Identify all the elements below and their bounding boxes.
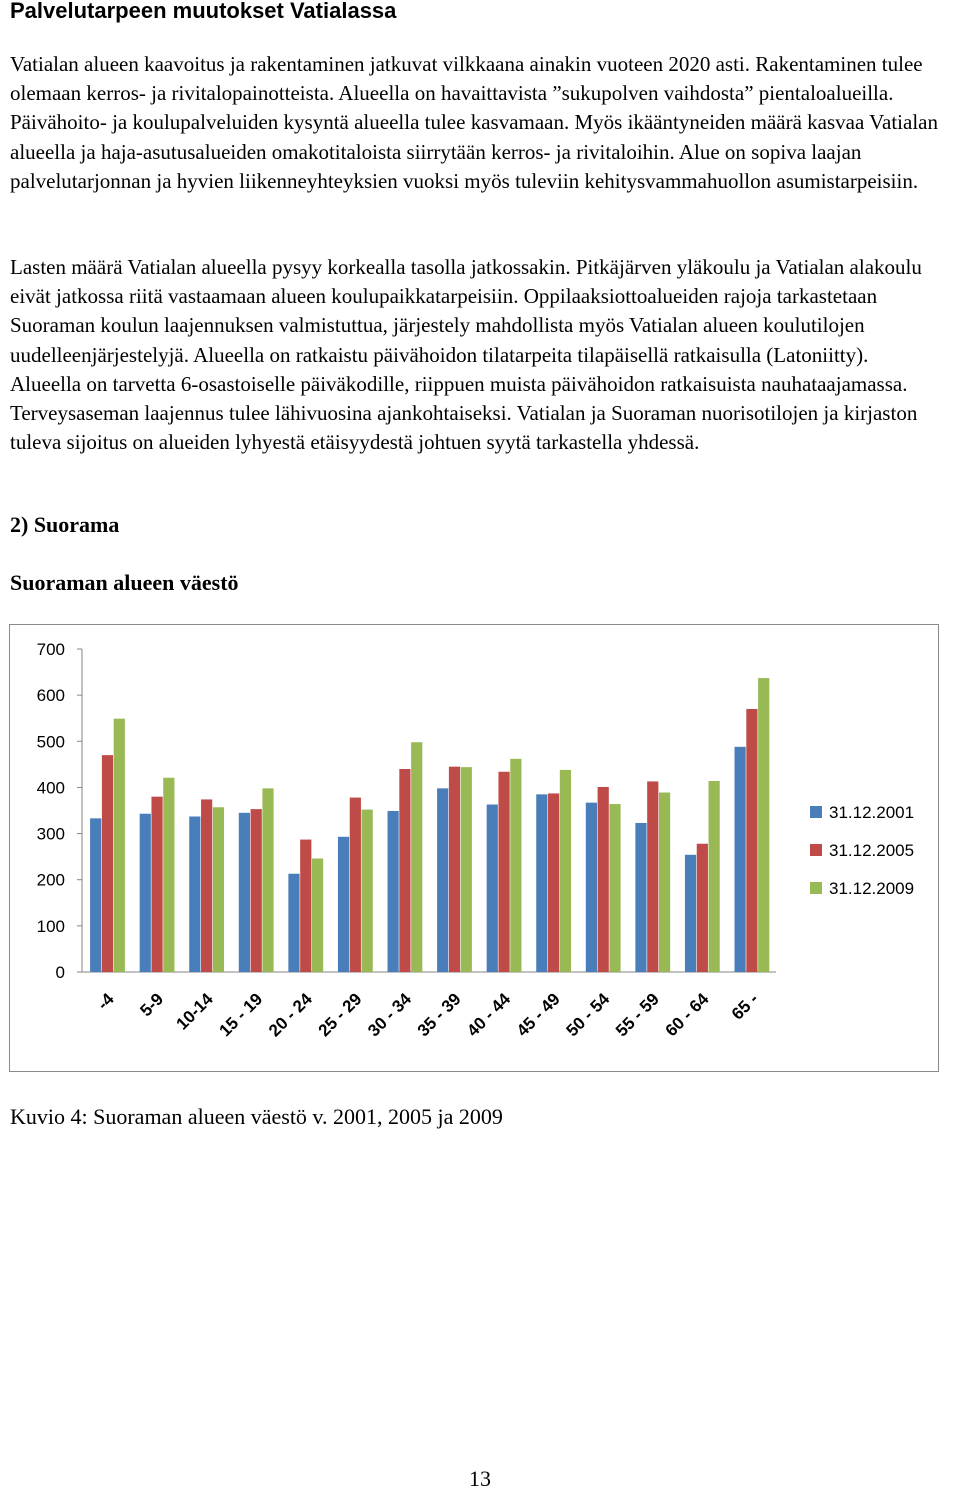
bar [362,810,373,972]
bar [312,858,323,972]
bar [560,770,571,972]
y-tick-label: 500 [36,732,65,752]
bar [213,807,224,972]
x-tick-label: 10-14 [172,989,217,1034]
bar [288,874,299,972]
population-bar-chart [10,625,938,1071]
bar [685,855,696,972]
bar [548,793,559,972]
bar [536,794,547,972]
bar [399,769,410,972]
bar [338,837,349,972]
bar [498,772,509,972]
x-tick-label: -4 [93,989,118,1014]
bar [251,809,262,972]
y-tick-label: 200 [36,870,65,890]
bar [189,816,200,972]
page-number: 13 [469,1466,491,1491]
bar [201,799,212,972]
legend-swatch [810,806,822,818]
bar [697,844,708,972]
figure-caption: Kuvio 4: Suoraman alueen väestö v. 2001, 2005 ja 2009 [10,1104,503,1129]
paragraph-vatiala-services: Lasten määrä Vatialan alueella pysyy korkealla tasolla jatkossakin. Pitkäjärven yläkoulu ja Vatialan alakoulu eivät jatkossa riitä vastaamaan alueen koulupaikkatarpeisiin. Oppilaaksiottoalueiden rajoja tarkastetaan Suoraman koulun laajennuksen valmistuttua, järjestely mahdollista myös Vatialan alueen koulutilojen uudelleenjärjestelyjä. Alueella on ratkaistu päivähoidon tilatarpeita tilapäisellä ratkaisulla (Latoniitty). Alueella on tarvetta 6-osastoiselle päiväkodille, riippuen muista päivähoidon ratkaisuista nauhataajamassa. Terveysaseman laajennus tulee lähivuosina ajankohtaiseksi. Vatialan ja Suoraman nuorisotilojen ja kirjaston tuleva sijoitus on alueiden lyhyestä etäisyydestä johtuen syytä tarkastella yhdessä. [10,255,922,455]
bar [586,803,597,972]
bar [151,797,162,972]
bar [90,818,101,972]
bar [659,793,670,972]
bar [746,709,757,972]
bar [437,788,448,972]
bar [510,759,521,972]
bar [709,781,720,972]
y-tick-label: 300 [36,824,65,844]
bar [140,814,151,972]
x-tick-label: 30 - 34 [364,989,416,1041]
bar [262,788,273,972]
subsection-heading: Suoraman alueen väestö [10,570,239,595]
x-tick-label: 15 - 19 [215,989,267,1041]
legend-label: 31.12.2009 [829,879,915,898]
legend-label: 31.12.2005 [829,841,915,860]
bar [449,767,460,972]
bar [487,805,498,972]
x-tick-label: 35 - 39 [413,989,465,1041]
bar [350,798,361,972]
bar [163,778,174,972]
bar [114,719,125,972]
bar [102,755,113,972]
x-tick-label: 5-9 [136,989,168,1021]
bar [388,811,399,972]
x-tick-label: 45 - 49 [512,989,564,1041]
y-tick-label: 400 [36,778,65,798]
y-tick-label: 700 [36,640,65,659]
numbered-section-heading: 2) Suorama [10,512,120,537]
section-heading: Palvelutarpeen muutokset Vatialassa [10,0,397,23]
population-chart [9,624,939,1072]
x-tick-label: 50 - 54 [562,989,614,1041]
y-tick-label: 600 [36,686,65,706]
bar [758,678,769,972]
x-tick-label: 40 - 44 [463,989,515,1041]
bar [239,813,250,972]
bar [647,781,658,972]
bar [609,804,620,972]
paragraph-vatiala-planning: Vatialan alueen kaavoitus ja rakentaminen jatkuvat vilkkaana ainakin vuoteen 2020 asti. Rakentaminen tulee olemaan kerros- ja rivitalopainotteista. Alueella on havaittavista ”sukupolven vaihdosta” pientaloalueilla. Päivähoito- ja koulupalveluiden kysyntä alueella tulee kasvamaan. Myös ikääntyneiden määrä kasvaa Vatialan alueella ja haja-asutusalueiden omakotitaloista siirrytään kerros- ja rivitaloihin. Alue on sopiva laajan palvelutarjonnan ja hyvien liikenneyhteyksien vuoksi myös tuleviin kehitysvammahuollon asumistarpeisiin. [10,52,938,193]
bar [300,840,311,972]
y-tick-label: 0 [55,963,65,982]
x-tick-label: 55 - 59 [612,989,663,1041]
legend-label: 31.12.2001 [829,803,915,822]
legend-swatch [810,844,822,856]
x-tick-label: 60 - 64 [661,989,713,1041]
x-tick-label: 65 - [727,989,763,1024]
bar [598,787,609,972]
bar [461,767,472,972]
x-tick-label: 25 - 29 [314,989,366,1041]
legend-swatch [810,882,822,894]
y-tick-label: 100 [36,916,65,936]
bar [735,747,746,972]
x-tick-label: 20 - 24 [265,989,316,1041]
bar [411,742,422,972]
bar [635,823,646,972]
